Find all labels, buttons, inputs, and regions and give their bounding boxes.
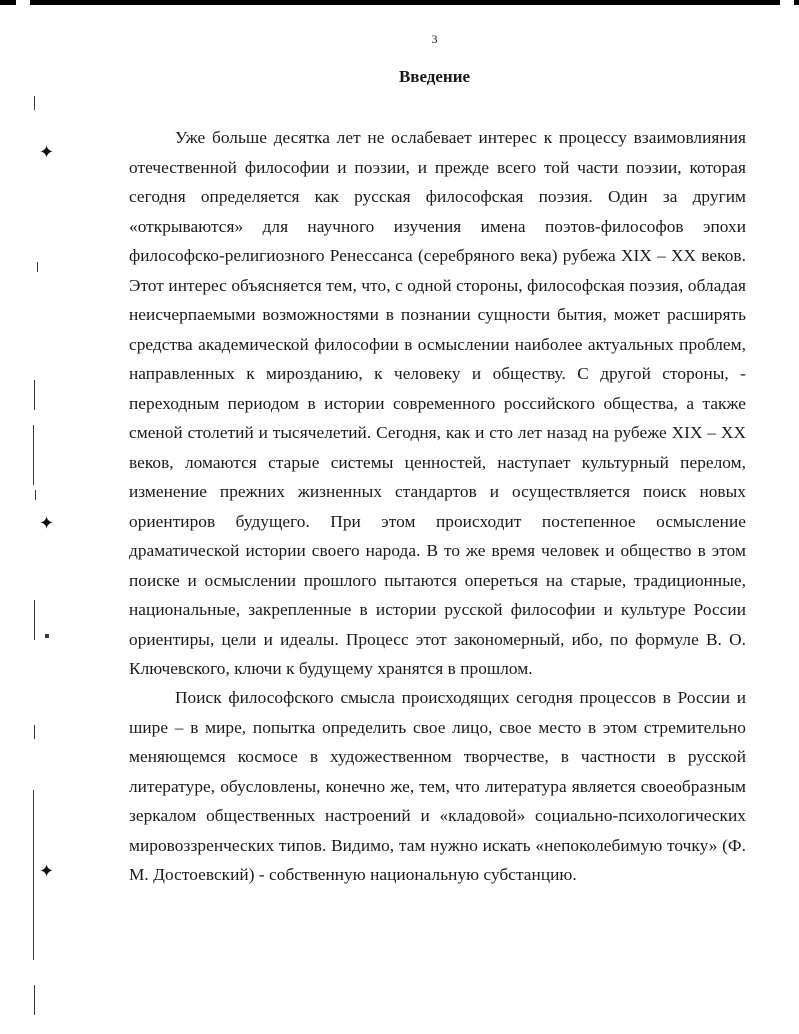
margin-tick [34,985,35,1015]
body-paragraph: Уже больше десятка лет не ослабевает интерес к процессу взаимовлияния отечественной философии и поэзии, и прежде всего той части поэзии, которая сегодня определяется как русская философская поэзия. Один за другим «открываются» для научного изучения имена поэтов-философов эпохи философско-религиозного Ренессанса (серебряного века) рубежа XIX – XX веков. Этот интерес объясняется тем, что, с одной стороны, философская поэзия, обладая неисчерпаемыми возможностями в познании сущности бытия, может расширять средства академической философии в осмыслении наиболее актуальных проблем, направленных к мирозданию, к человеку и обществу. С другой стороны, - переходным периодом в истории современного российского общества, а также сменой столетий и тысячелетий. Сегодня, как и сто лет назад на рубеже XIX – XX веков, ломаются старые системы ценностей, наступает культурный перелом, изменение прежних жизненных стандартов и осуществляется поиск новых ориентиров будущего. При этом происходит постепенное осмысление драматической истории своего народа. В то же время человек и общество в этом поиске и осмыслении прошлого пытаются опереться на старые, традиционные, национальные, закрепленные в истории русской философии и культуре России ориентиры, цели и идеалы. Процесс этот закономерный, ибо, по формуле В. О. Ключевского, ключи к будущему хранятся в прошлом. [129,128,746,678]
margin-dot [45,634,49,638]
section-heading: Введение [398,67,471,86]
scan-top-rule [0,0,799,5]
scan-rule-gap [780,0,794,5]
margin-tick [34,380,35,410]
margin-tick [37,262,38,272]
fleuron-icon: ✦ [39,513,55,533]
scan-rule-gap [16,0,30,5]
fleuron-icon: ✦ [39,142,55,162]
fleuron-icon: ✦ [39,861,55,881]
margin-tick [34,725,35,739]
page-number: 3 [431,32,438,46]
margin-tick [34,600,35,640]
margin-tick [33,425,34,485]
margin-tick [34,96,35,110]
margin-tick [35,490,36,500]
margin-tick [33,790,34,960]
body-paragraph: Поиск философского смысла происходящих сегодня процессов в России и шире – в мире, попытка определить свое лицо, свое место в этом стремительно меняющемся космосе в художественном творчестве, в частности в русской литературе, обусловлены, конечно же, тем, что литература является своеобразным зеркалом общественных настроений и «кладовой» социально-психологических мировоззренческих типов. Видимо, там нужно искать «непоколебимую точку» (Ф. М. Достоевский) - собственную национальную субстанцию. [129,688,746,884]
